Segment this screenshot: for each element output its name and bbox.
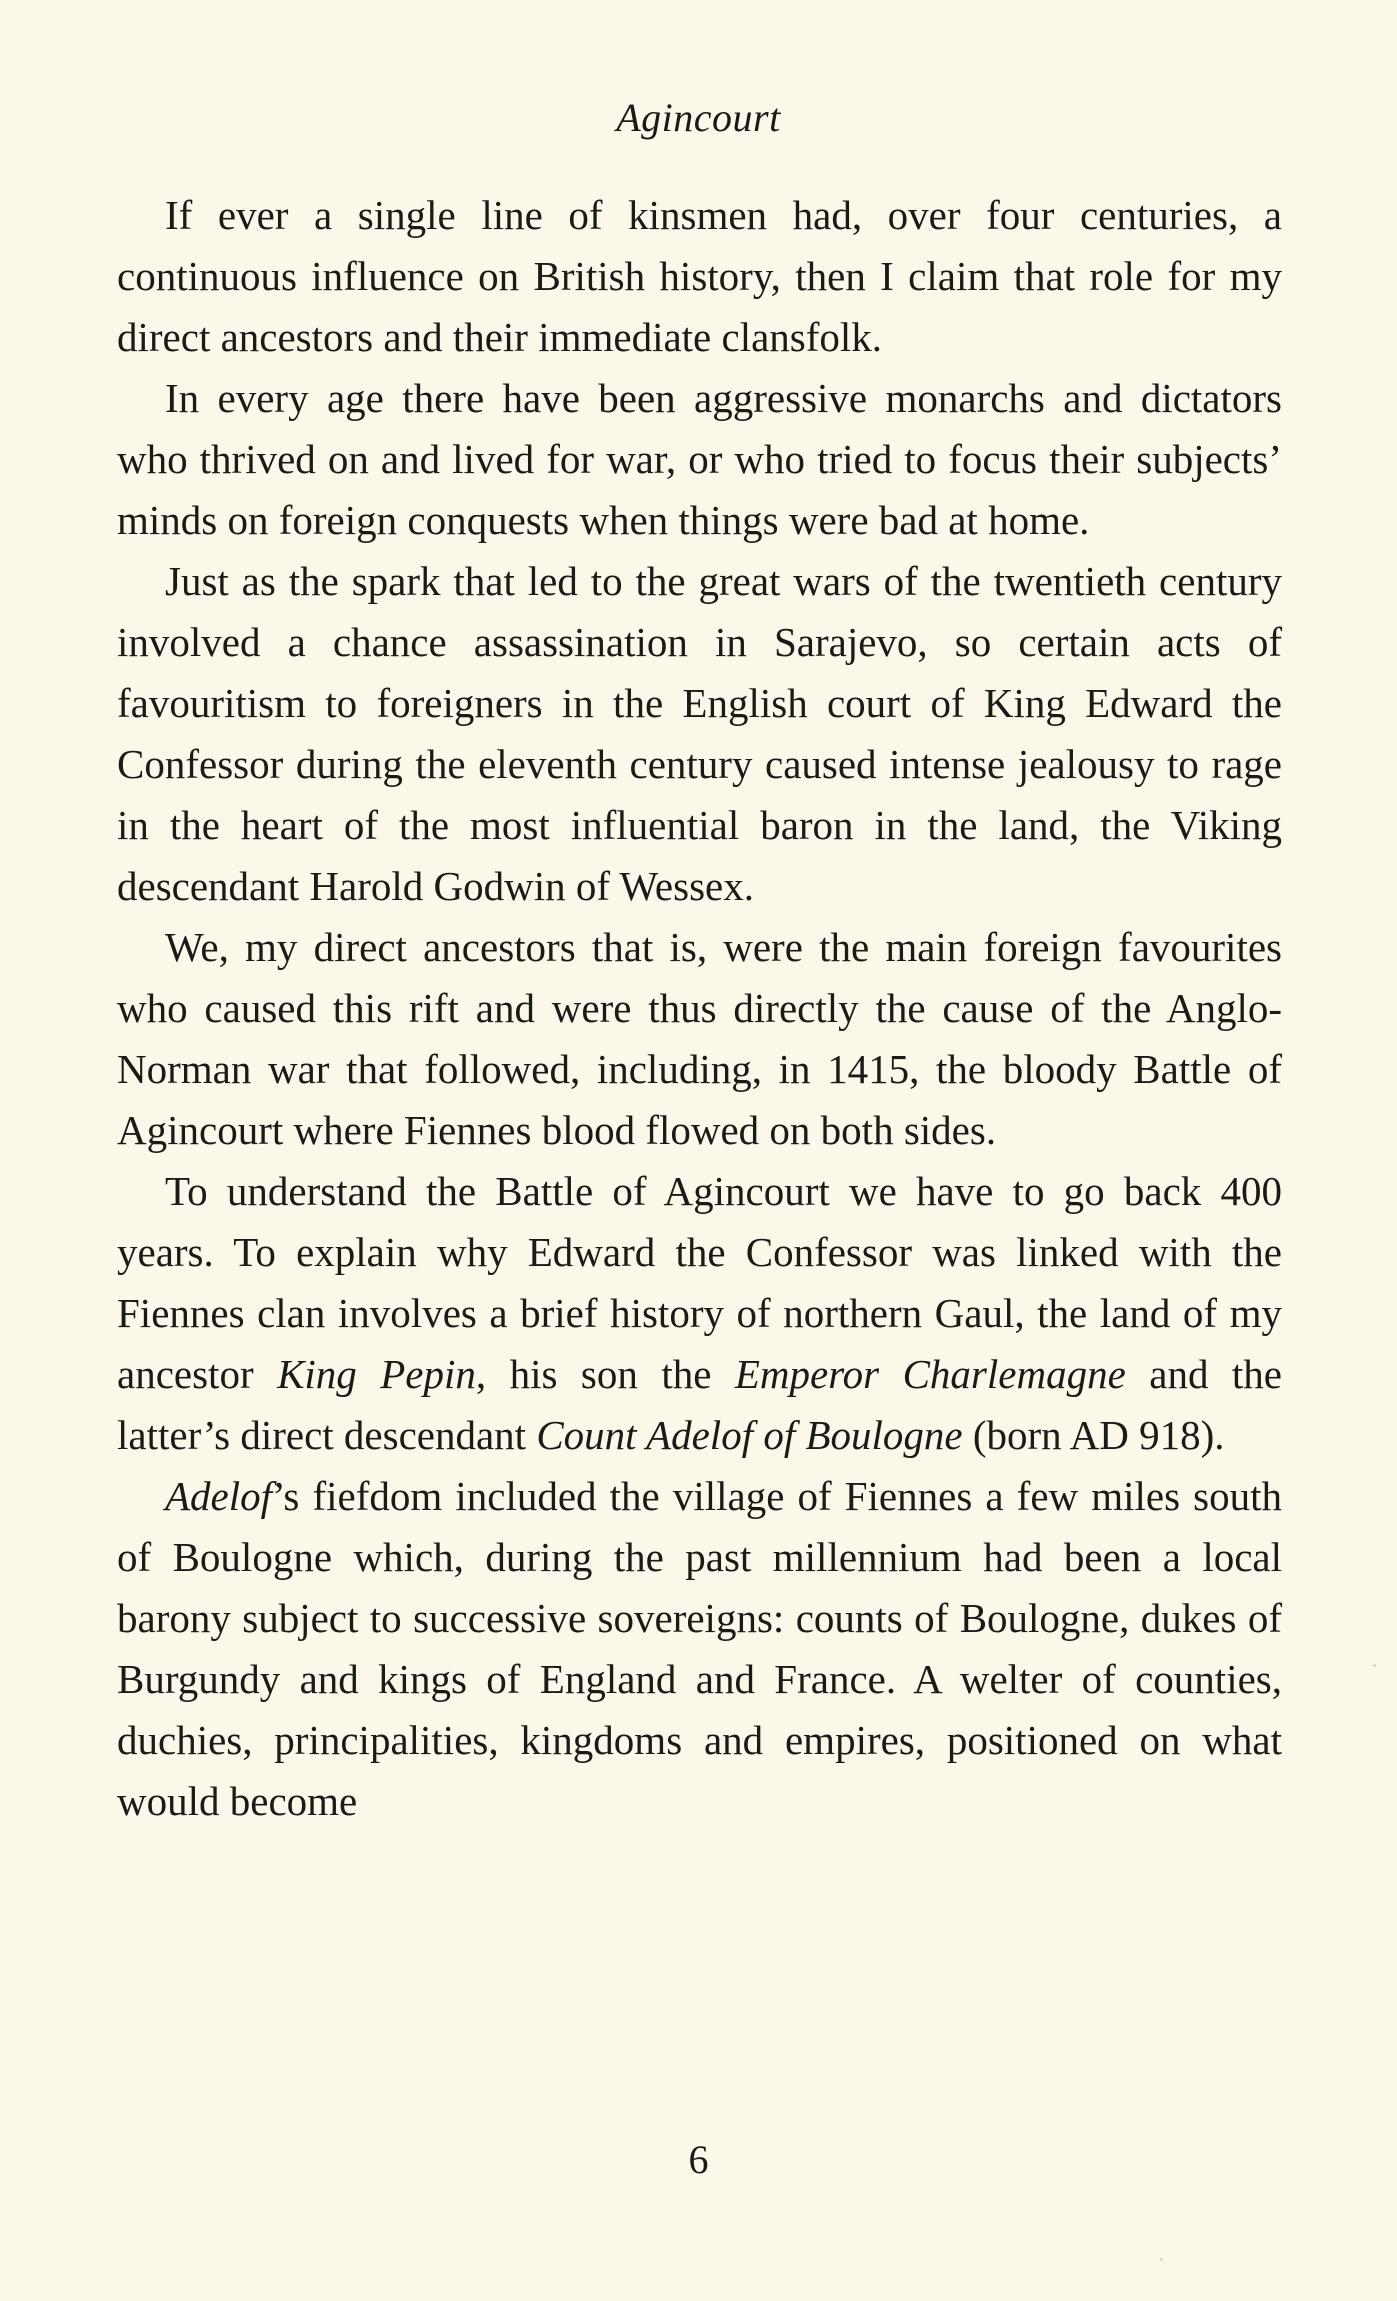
paragraph: To understand the Battle of Agincourt we have to go back 400 years. To explain why Edward the Confessor was linked with the Fiennes clan involves a brief history of northern Gaul, the land of my ancestor King Pepin, his son the Emperor Charlemagne and the latter’s direct descendant Count Adelof of Boulogne (born AD 918). <box>117 1168 1283 1458</box>
italic-name: Emperor Charlemagne <box>734 1351 1126 1397</box>
paragraph: Adelof’s fiefdom included the village of Fiennes a few miles south of Boulogne which, during the past millennium had been a local barony subject to successive sovereigns: counts of Boulogne, dukes of Burgundy and kings of England and France. A welter of counties, duchies, principalities, kingdoms and empires, positioned on what would become <box>117 1473 1282 1824</box>
paragraph: Just as the spark that led to the great wars of the twentieth century involved a chance assassination in Sarajevo, so certain acts of favouritism to foreigners in the English court of King Edward the Confessor during the eleventh century caused intense jealousy to rage in the heart of the most influential baron in the land, the Viking descendant Harold Godwin of Wessex. <box>117 558 1282 909</box>
running-head: Agincourt <box>616 95 781 140</box>
page-number: 6 <box>688 2137 709 2182</box>
italic-name: King Pepin <box>277 1351 476 1397</box>
paragraph: If ever a single line of kinsmen had, over four centuries, a continuous influence on British history, then I claim that role for my direct ancestors and their immediate clansfolk. <box>117 192 1282 360</box>
paragraph: We, my direct ancestors that is, were the main foreign favourites who caused this rift and were thus directly the cause of the Anglo-Norman war that followed, including, in 1415, the bloody Battle of Agincourt where Fiennes blood flowed on both sides. <box>117 924 1282 1153</box>
paragraph: In every age there have been aggressive monarchs and dictators who thrived on and lived for war, or who tried to focus their subjects’ minds on foreign conquests when things were bad at home. <box>117 375 1282 543</box>
body-text <box>117 185 1282 1832</box>
paper-speck <box>1160 2258 1163 2261</box>
italic-name: Count Adelof of Boulogne <box>536 1412 963 1458</box>
paper-speck <box>1373 1664 1376 1667</box>
italic-name: Adelof <box>165 1473 273 1519</box>
